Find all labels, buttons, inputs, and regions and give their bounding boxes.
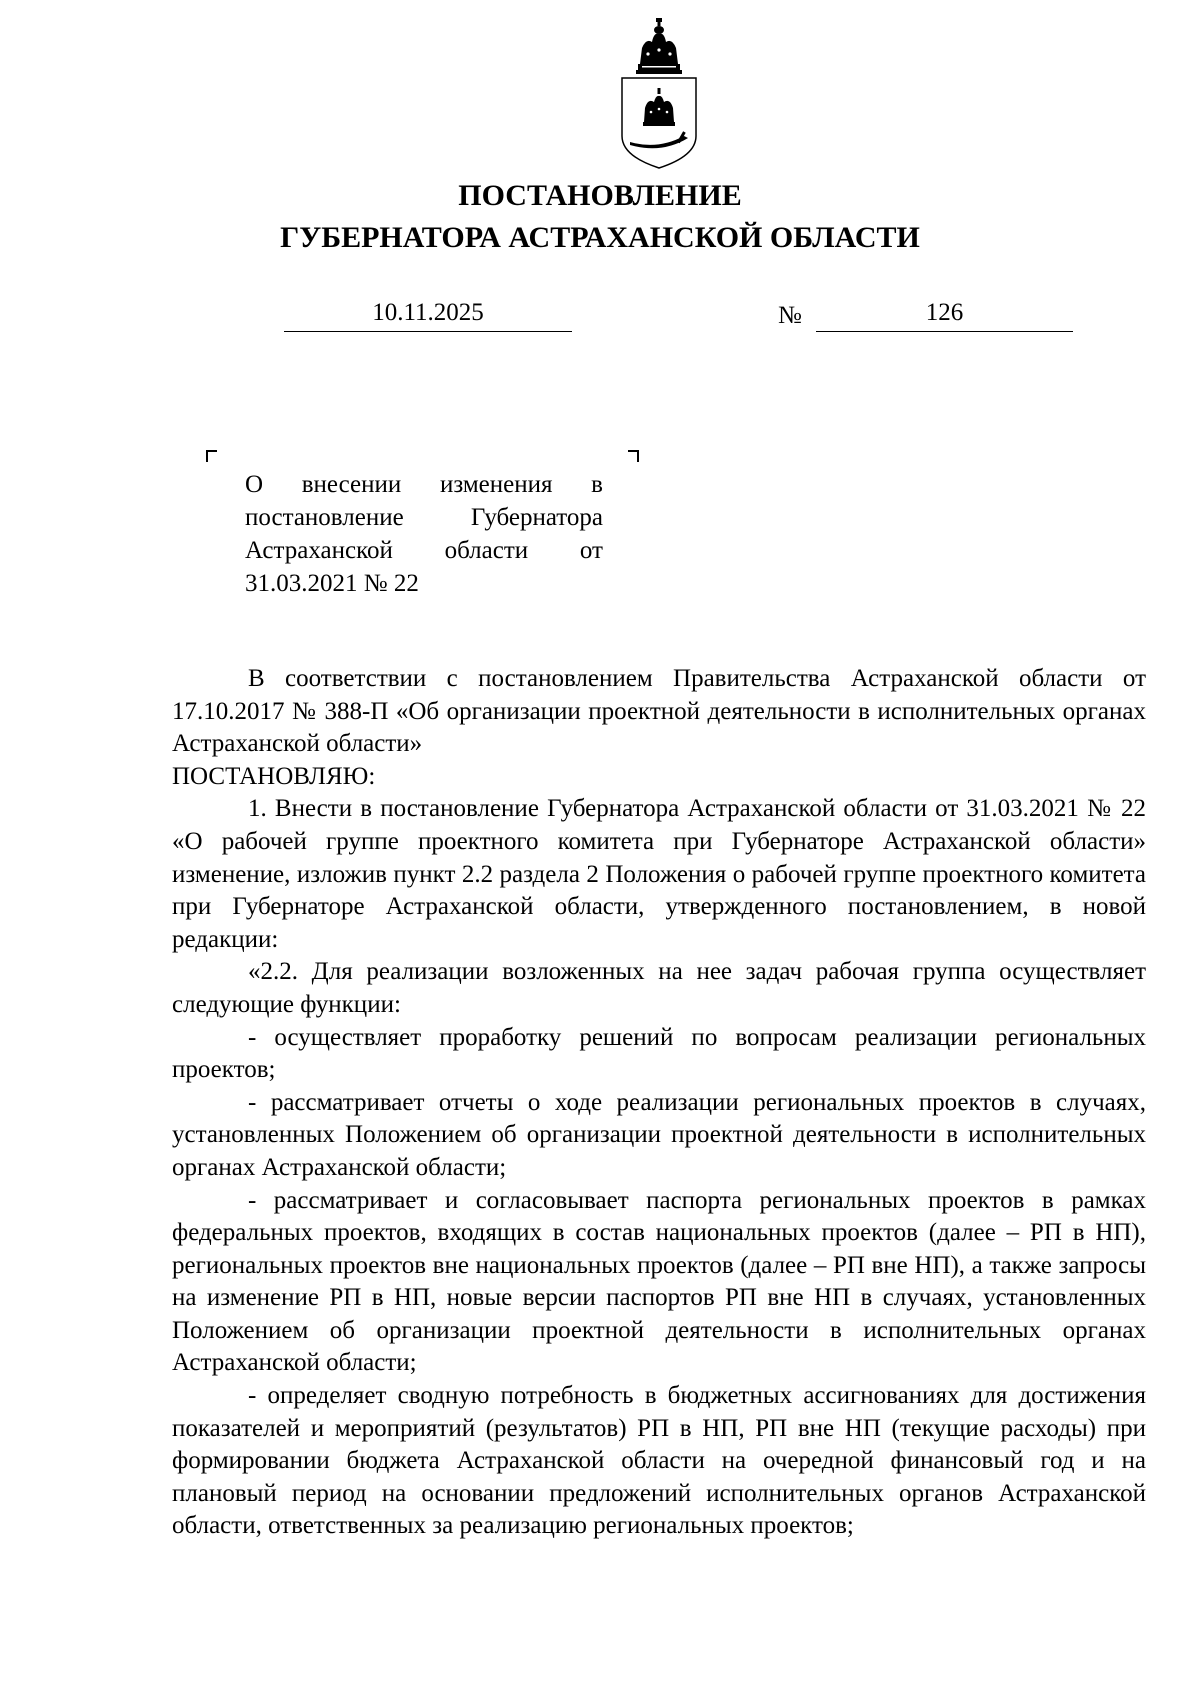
preamble-paragraph: В соответствии с постановлением Правительства Астраханской области от 17.10.2017 № 388-П «Об организации проектной деятельности в исполнительных органах Астраханской области» [172,665,1146,758]
function-item-1: - осуществляет проработку решений по вопросам реализации региональных проектов; [172,1023,1146,1084]
issuer-title: ГУБЕРНАТОРА АСТРАХАНСКОЙ ОБЛАСТИ [280,221,920,254]
document-body [172,663,1146,1543]
resolution-word: ПОСТАНОВЛЯЮ: [172,762,376,790]
coat-of-arms-icon [618,18,700,170]
document-subject: О внесении изменения в постановление Губернатора Астраханской области от 31.03.2021 № 22 [245,471,603,597]
number-sign: № [778,302,802,329]
clause-2-2-paragraph: «2.2. Для реализации возложенных на нее задач рабочая группа осуществляет следующие функции: [172,958,1146,1018]
subject-corner-left [206,450,217,462]
function-item-4: - определяет сводную потребность в бюджетных ассигнованиях для достижения показателей и мероприятий (результатов) РП в НП, РП вне НП (текущие расходы) при формировании бюджета Астраханской области на очередной финансовый год и на плановый период на основании предложений исполнительных органов Астраханской области, ответственных за реализацию региональных проектов; [172,1382,1146,1540]
document-number: 126 [816,297,1073,332]
clause-1-paragraph: 1. Внести в постановление Губернатора Астраханской области от 31.03.2021 № 22 «О рабочей группе проектного комитета при Губернаторе Астраханской области» изменение, изложив пункт 2.2 раздела 2 Положения о рабочей группе проектного комитета при Губернаторе Астраханской области, утвержденного постановлением, в новой редакции: [172,795,1146,953]
function-item-2: - рассматривает отчеты о ходе реализации региональных проектов в случаях, установленных Положением об организации проектной деятельности в исполнительных органах Астраханской области; [172,1088,1146,1181]
document-date: 10.11.2025 [284,297,572,332]
function-item-3: - рассматривает и согласовывает паспорта региональных проектов в рамках федеральных проектов, входящих в состав национальных проектов (далее – РП в НП), региональных проектов вне национальных проектов (далее – РП вне НП), а также запросы на изменение РП в НП, новые версии паспортов РП вне НП в случаях, установленных Положением об организации проектной деятельности в исполнительных органах Астраханской области; [172,1186,1146,1377]
subject-corner-right [628,450,639,462]
document-type-title: ПОСТАНОВЛЕНИЕ [458,179,742,212]
